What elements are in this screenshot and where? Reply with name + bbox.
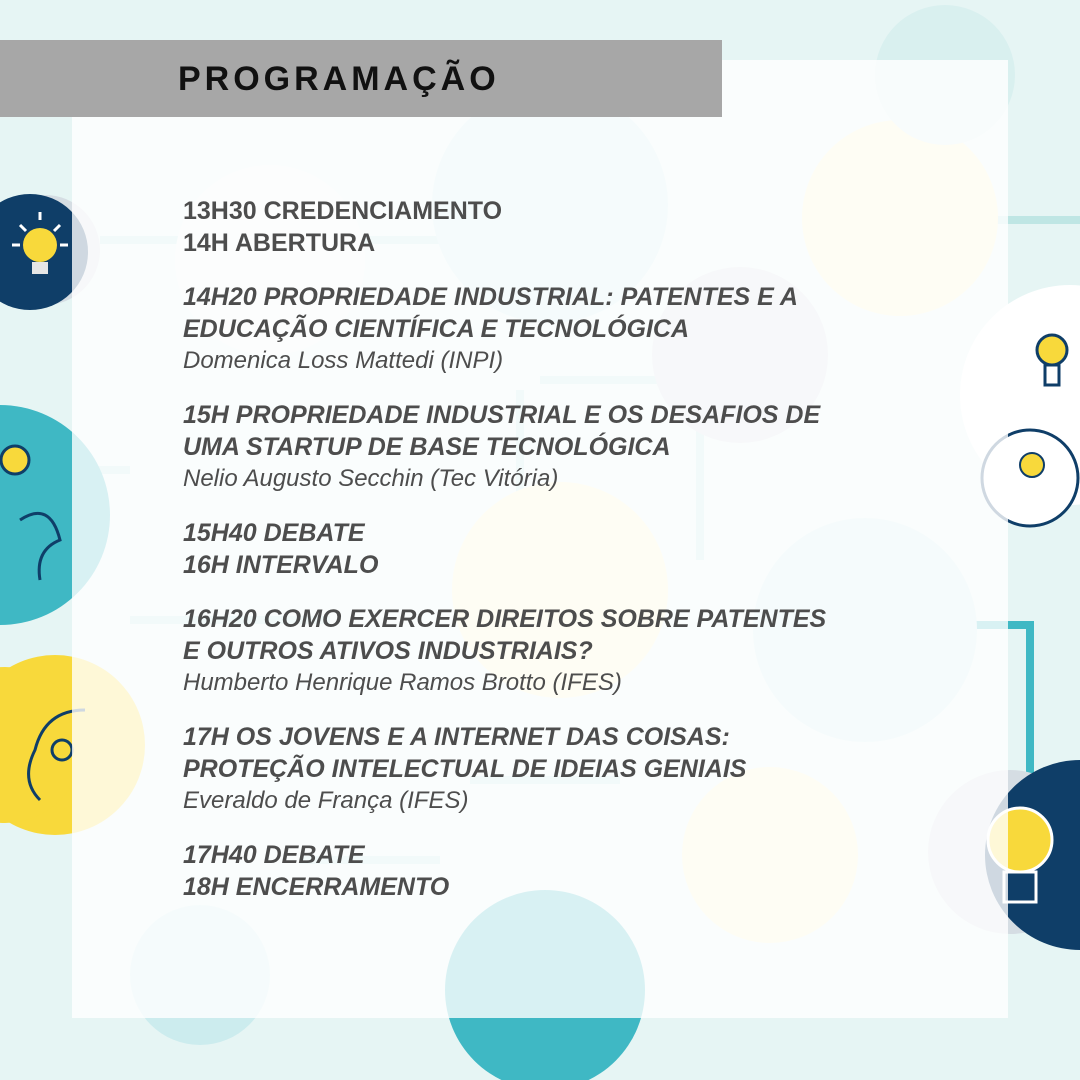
schedule-line: 17H40 DEBATE xyxy=(183,841,365,869)
schedule-line: 13H30 CREDENCIAMENTO xyxy=(183,197,503,225)
schedule-line: 15H PROPRIEDADE INDUSTRIAL E OS DESAFIOS DE xyxy=(183,401,821,429)
schedule-line: 17H OS JOVENS E A INTERNET DAS COISAS: xyxy=(183,723,730,751)
schedule-line: 16H INTERVALO xyxy=(183,551,379,579)
schedule-line: EDUCAÇÃO CIENTÍFICA E TECNOLÓGICA xyxy=(183,315,690,343)
speaker-name: Everaldo de França (IFES) xyxy=(183,787,469,814)
schedule-line: 16H20 COMO EXERCER DIREITOS SOBRE PATENTES xyxy=(183,605,827,633)
page-title: PROGRAMAÇÃO xyxy=(178,60,500,98)
speaker-name: Humberto Henrique Ramos Brotto (IFES) xyxy=(183,669,622,696)
schedule-item xyxy=(183,399,903,495)
schedule-line: E OUTROS ATIVOS INDUSTRIAIS? xyxy=(183,637,593,665)
schedule-line: UMA STARTUP DE BASE TECNOLÓGICA xyxy=(183,433,671,461)
schedule-item xyxy=(183,603,903,699)
schedule-item xyxy=(183,839,903,903)
schedule-line: 15H40 DEBATE xyxy=(183,519,365,547)
schedule-list xyxy=(183,195,903,925)
schedule-item xyxy=(183,195,903,259)
speaker-name: Nelio Augusto Secchin (Tec Vitória) xyxy=(183,465,559,492)
speaker-name: Domenica Loss Mattedi (INPI) xyxy=(183,347,504,374)
schedule-line: 18H ENCERRAMENTO xyxy=(183,873,450,901)
schedule-line: 14H ABERTURA xyxy=(183,229,376,257)
schedule-line: PROTEÇÃO INTELECTUAL DE IDEIAS GENIAIS xyxy=(183,755,747,783)
schedule-item xyxy=(183,517,903,581)
schedule-item xyxy=(183,281,903,377)
schedule-item xyxy=(183,721,903,817)
schedule-line: 14H20 PROPRIEDADE INDUSTRIAL: PATENTES E A xyxy=(183,283,798,311)
